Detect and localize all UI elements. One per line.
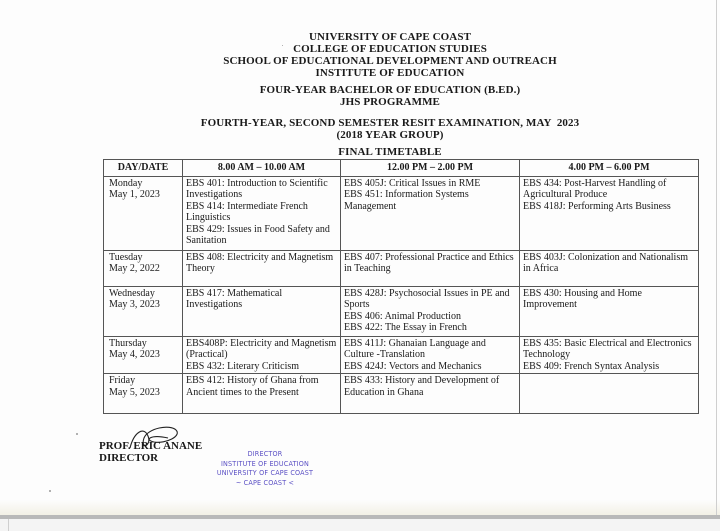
college-name: COLLEGE OF EDUCATION STUDIES	[293, 43, 487, 55]
slot-cell-morning	[183, 374, 341, 414]
course-entry: EBS 424J: Vectors and Mechanics	[344, 360, 482, 372]
slot-cell-evening	[520, 287, 699, 337]
institution-header	[0, 31, 720, 79]
course-entry: EBS 422: The Essay in French	[344, 322, 467, 334]
year-group: (2018 YEAR GROUP)	[336, 129, 444, 141]
slot-cell-morning	[183, 337, 341, 374]
course-entry: EBS 407: Professional Practice and Ethics in Teaching	[344, 252, 514, 275]
programme-level: JHS PROGRAMME	[340, 96, 440, 108]
programme-header	[0, 84, 720, 108]
scan-speck	[76, 433, 78, 435]
institute-name: INSTITUTE OF EDUCATION	[315, 67, 465, 79]
course-entry: EBS 430: Housing and Home Improvement	[523, 288, 642, 311]
day-date-cell	[104, 337, 183, 374]
stamp-line: DIRECTOR	[247, 450, 283, 458]
day-date-cell	[104, 177, 183, 251]
slot-cell-afternoon	[341, 374, 520, 414]
course-entry: EBS 408: Electricity and Magnetism Theory	[186, 252, 334, 275]
course-entry: EBS 405J: Critical Issues in RME	[344, 178, 481, 189]
programme-name: FOUR-YEAR BACHELOR OF EDUCATION (B.ED.)	[259, 84, 521, 96]
column-header-morning: 8.00 AM – 10.00 AM	[183, 160, 341, 177]
official-stamp	[205, 450, 325, 488]
day-name: Tuesday	[109, 252, 143, 263]
slot-cell-morning	[183, 287, 341, 337]
slot-cell-evening	[520, 251, 699, 287]
course-entry: EBS 417: Mathematical Investigations	[186, 288, 283, 311]
page-shadow	[0, 500, 720, 515]
signatory-title: DIRECTOR	[99, 452, 159, 464]
table-row	[104, 374, 699, 414]
day-date-cell	[104, 374, 183, 414]
day-name: Thursday	[109, 338, 147, 349]
slot-cell-evening	[520, 337, 699, 374]
slot-cell-afternoon	[341, 177, 520, 251]
course-entry: EBS 401: Introduction to Scientific Investigations	[186, 178, 328, 201]
table-row	[104, 177, 699, 251]
day-name: Wednesday	[109, 288, 155, 299]
exam-header	[0, 117, 720, 141]
course-entry: EBS408P: Electricity and Magnetism (Practical)	[186, 338, 337, 361]
course-entry: EBS 418J: Performing Arts Business	[523, 200, 671, 212]
timetable-table	[103, 159, 699, 414]
course-entry: EBS 406: Animal Production	[344, 310, 461, 322]
day-date-cell	[104, 251, 183, 287]
day-name: Monday	[109, 178, 143, 189]
course-entry: EBS 414: Intermediate French Linguistics	[186, 200, 308, 224]
table-row	[104, 251, 699, 287]
scan-speck	[282, 45, 283, 46]
slot-cell-afternoon	[341, 337, 520, 374]
course-entry: EBS 428J: Psychosocial Issues in PE and Sports	[344, 288, 510, 311]
scan-speck	[49, 490, 51, 492]
slot-cell-afternoon	[341, 251, 520, 287]
course-entry: EBS 412: History of Ghana from Ancient times to the Present	[186, 375, 319, 398]
next-page-border	[8, 519, 9, 531]
university-name: UNIVERSITY OF CAPE COAST	[308, 31, 472, 43]
table-row	[104, 287, 699, 337]
course-entry: EBS 411J: Ghanaian Language and Culture -Translation	[344, 338, 486, 361]
exam-date: May 1, 2023	[109, 189, 160, 201]
day-date-cell	[104, 287, 183, 337]
column-header-day-date: DAY/DATE	[104, 160, 183, 177]
table-row	[104, 337, 699, 374]
stamp-line: UNIVERSITY OF CAPE COAST	[216, 469, 314, 478]
signatory-name: PROF. ERIC ANANE	[99, 440, 203, 452]
stamp-line: ~ CAPE COAST <	[235, 478, 295, 487]
column-header-evening: 4.00 PM – 6.00 PM	[520, 160, 699, 177]
slot-cell-afternoon	[341, 287, 520, 337]
stamp-line: INSTITUTE OF EDUCATION	[220, 459, 310, 468]
slot-cell-evening	[520, 374, 699, 414]
course-entry: EBS 434: Post-Harvest Handling of Agricultural Produce	[523, 178, 667, 201]
slot-cell-morning	[183, 251, 341, 287]
timetable-title: FINAL TIMETABLE	[338, 146, 442, 158]
column-header-afternoon: 12.00 PM – 2.00 PM	[341, 160, 520, 177]
next-page-edge	[0, 519, 720, 531]
exam-title: FOURTH-YEAR, SECOND SEMESTER RESIT EXAMINATION, MAY 2023	[200, 117, 580, 129]
exam-date: May 4, 2023	[109, 349, 160, 361]
exam-date: May 2, 2022	[109, 263, 160, 275]
table-header-row	[104, 160, 699, 177]
course-entry: EBS 432: Literary Criticism	[186, 360, 300, 372]
exam-date: May 3, 2023	[109, 299, 160, 311]
course-entry: EBS 409: French Syntax Analysis	[523, 360, 660, 372]
course-entry: EBS 435: Basic Electrical and Electronics Technology	[523, 338, 692, 361]
exam-date: May 5, 2023	[109, 386, 160, 398]
school-name: SCHOOL OF EDUCATIONAL DEVELOPMENT AND OUTREACH	[223, 55, 557, 67]
course-entry: EBS 433: History and Development of Education in Ghana	[344, 375, 500, 398]
course-entry: EBS 429: Issues in Food Safety and Sanitation	[186, 223, 330, 247]
slot-cell-morning	[183, 177, 341, 251]
course-entry: EBS 403J: Colonization and Nationalism in Africa	[523, 252, 688, 275]
course-entry: EBS 451: Information Systems Management	[344, 189, 469, 212]
slot-cell-evening	[520, 177, 699, 251]
day-name: Friday	[109, 375, 136, 387]
